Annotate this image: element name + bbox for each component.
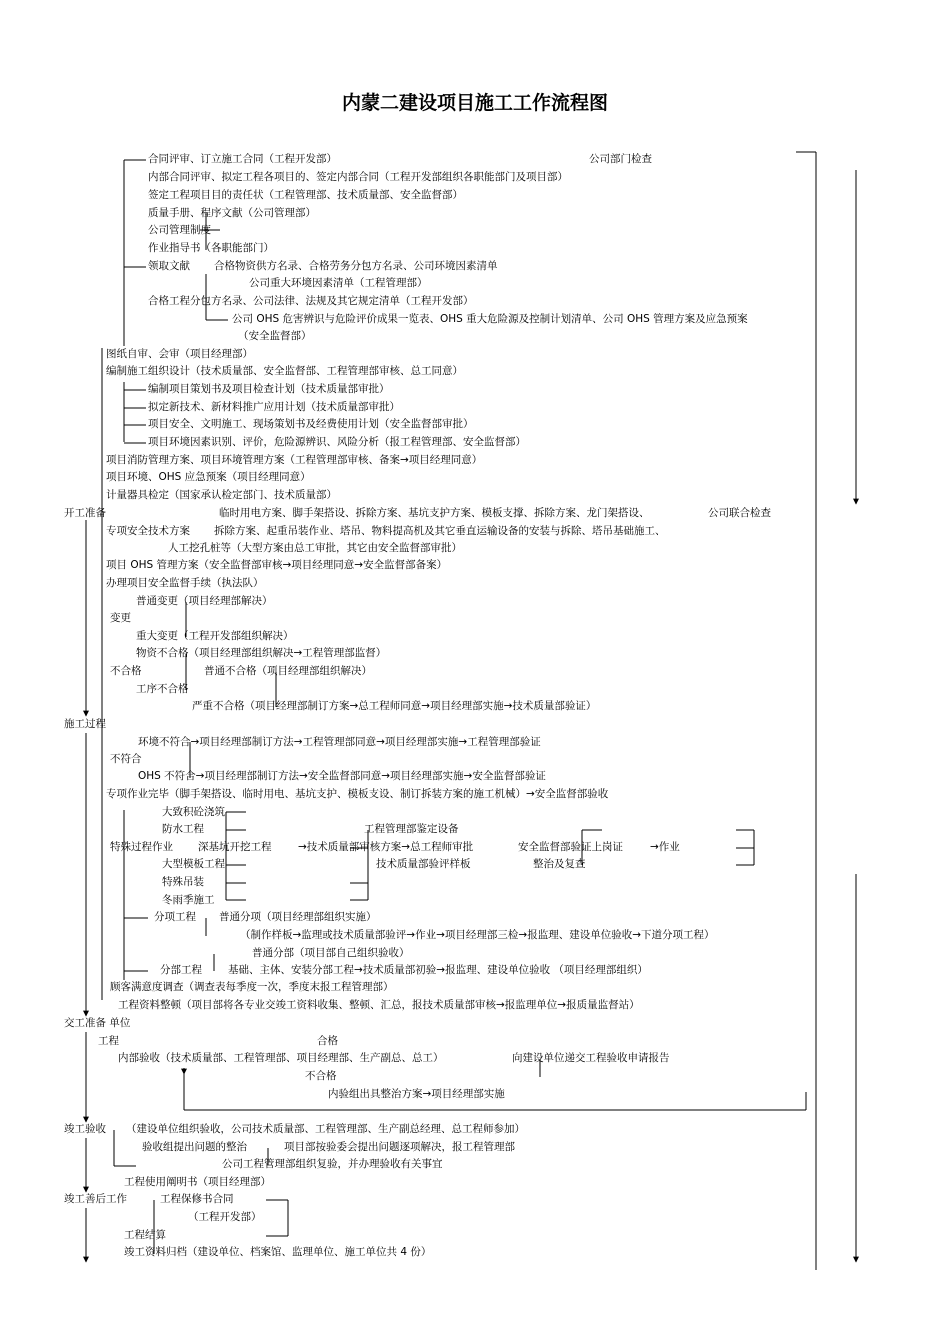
flow-step-text: 整治及复查: [533, 858, 586, 870]
flow-step-text: 公司工程管理部组织复验，并办理验收有关事宜: [222, 1158, 443, 1170]
flow-step-text: 工程管理部鉴定设备: [364, 823, 459, 835]
flow-step-text: 公司管理制度: [148, 224, 211, 236]
flow-step-text: （安全监督部）: [238, 330, 312, 342]
flow-step-text: 变更: [110, 612, 131, 624]
flow-step-text: 人工挖孔桩等（大型方案由总工审批，其它由安全监督部审批）: [168, 542, 462, 554]
flow-step-text: 项目部按验委会提出问题逐项解决，报工程管理部: [284, 1141, 515, 1153]
flow-step-text: 专项安全技术方案: [106, 525, 190, 537]
flow-step-text: 工程保修书合同: [160, 1193, 234, 1205]
flow-step-text: OHS 不符合→项目经理部制订方法→安全监督部同意→项目经理部实施→安全监督部验证: [138, 770, 546, 782]
flow-step-text: 冬雨季施工: [162, 894, 215, 906]
flow-step-text: 签定工程项目目的责任状（工程管理部、技术质量部、安全监督部）: [148, 189, 463, 201]
flow-step-text: 内部验收（技术质量部、工程管理部、项目经理部、生产副总、总工）: [118, 1052, 444, 1064]
flow-step-text: 公司 OHS 危害辨识与危险评价成果一览表、OHS 重大危险源及控制计划清单、公司 OHS 管理方案及应急预案: [232, 313, 748, 325]
flow-step-text: 工序不合格: [136, 683, 189, 695]
flow-step-text: 公司重大环境因素清单（工程管理部）: [249, 277, 428, 289]
flow-step-text: 合格: [317, 1035, 338, 1047]
flow-step-text: 顾客满意度调查（调查表每季度一次，季度末报工程管理部）: [110, 981, 394, 993]
flow-step-text: 重大变更（工程开发部组织解决）: [136, 630, 294, 642]
flow-step-text: 合格工程分包方名录、公司法律、法规及其它规定清单（工程开发部）: [148, 295, 474, 307]
flow-step-text: 严重不合格（项目经理部制订方案→总工程师同意→项目经理部实施→技术质量部验证）: [192, 700, 597, 712]
flow-step-text: 编制项目策划书及项目检查计划（技术质量部审批）: [148, 383, 390, 395]
flow-step-text: （工程开发部）: [188, 1211, 262, 1223]
flow-step-text: 项目环境、OHS 应急预案（项目经理同意）: [106, 471, 311, 483]
flow-step-text: 内部合同评审、拟定工程各项目的、签定内部合同（工程开发部组织各职能部门及项目部）: [148, 171, 568, 183]
flow-step-text: 项目消防管理方案、项目环境管理方案（工程管理部审核、备案→项目经理同意）: [106, 454, 483, 466]
flow-step-text: 领取文献: [148, 260, 190, 272]
flow-step-text: 竣工验收: [64, 1123, 106, 1135]
flow-step-text: 竣工资料归档（建设单位、档案馆、监理单位、施工单位共 4 份）: [124, 1246, 432, 1258]
flow-step-text: 图纸自审、会审（项目经理部）: [106, 348, 253, 360]
flow-step-text: 防水工程: [162, 823, 204, 835]
flow-step-text: 编制施工组织设计（技术质量部、安全监督部、工程管理部审核、总工同意）: [106, 365, 463, 377]
flow-step-text: 施工过程: [64, 718, 106, 730]
flow-step-text: 工程结算: [124, 1229, 166, 1241]
flow-step-text: 大型模板工程: [162, 858, 225, 870]
flow-step-text: 向建设单位递交工程验收申请报告: [512, 1052, 670, 1064]
flow-step-text: 质量手册、程序文献（公司管理部）: [148, 207, 316, 219]
flow-step-text: 不合格: [110, 665, 142, 677]
flow-step-text: 大致积砼浇筑: [162, 806, 225, 818]
flow-step-text: 工程资料整顿（项目部将各专业交竣工资料收集、整顿、汇总，报技术质量部审核→报监理单位→报质量监督站）: [118, 999, 640, 1011]
flow-step-text: 开工准备: [64, 507, 106, 519]
flow-step-text: 合同评审、订立施工合同（工程开发部）: [148, 153, 337, 165]
flow-step-text: 环境不符合→项目经理部制订方法→工程管理部同意→项目经理部实施→工程管理部验证: [138, 736, 541, 748]
flow-step-text: 公司联合检查: [708, 507, 771, 519]
flow-step-text: 内验组出具整治方案→项目经理部实施: [328, 1088, 505, 1100]
flow-step-text: 普通分部（项目部自己组织验收）: [252, 947, 410, 959]
flow-step-text: 项目环境因素识别、评价，危险源辨识、风险分析（报工程管理部、安全监督部）: [148, 436, 526, 448]
flow-step-text: 深基坑开挖工程: [198, 841, 272, 853]
flow-step-text: 工程: [98, 1035, 119, 1047]
flow-step-text: 不合格: [305, 1070, 337, 1082]
flow-step-text: （建设单位组织验收，公司技术质量部、工程管理部、生产副总经理、总工程师参加）: [126, 1123, 525, 1135]
flow-step-text: 拆除方案、起重吊装作业、塔吊、物料提高机及其它垂直运输设备的安装与拆除、塔吊基础施工、: [214, 525, 666, 537]
flow-step-text: 专项作业完毕（脚手架搭设、临时用电、基坑支护、模板支设、制订拆装方案的施工机械）→安全监督部验收: [106, 788, 609, 800]
flow-step-text: （制作样板→监理或技术质量部验评→作业→项目经理部三检→报监理、建设单位验收→下道分项工程）: [240, 929, 715, 941]
flow-step-text: 工程使用阐明书（项目经理部）: [124, 1176, 271, 1188]
flow-step-text: 分部工程: [160, 964, 202, 976]
flow-step-text: 普通变更（项目经理部解决）: [136, 595, 273, 607]
flow-step-text: 分项工程: [154, 911, 196, 923]
flow-step-text: 技术质量部验评样板: [376, 858, 471, 870]
flow-step-text: 拟定新技术、新材料推广应用计划（技术质量部审批）: [148, 401, 400, 413]
flow-step-text: 项目 OHS 管理方案（安全监督部审核→项目经理同意→安全监督部备案）: [106, 559, 448, 571]
flow-step-text: →技术质量部审核方案→总工程师审批: [298, 841, 474, 853]
flow-step-text: 临时用电方案、脚手架搭设、拆除方案、基坑支护方案、模板支撑、拆除方案、龙门架搭设、: [219, 507, 650, 519]
flow-step-text: 计量器具检定（国家承认检定部门、技术质量部）: [106, 489, 337, 501]
flow-step-text: 普通不合格（项目经理部组织解决）: [204, 665, 372, 677]
flow-step-text: 交工准备 单位: [64, 1017, 131, 1029]
flow-step-text: 物资不合格（项目经理部组织解决→工程管理部监督）: [136, 647, 387, 659]
flow-step-text: 公司部门检查: [589, 153, 652, 165]
page-title: 内蒙二建设项目施工工作流程图: [341, 92, 608, 114]
flow-step-text: 不符合: [110, 753, 142, 765]
flow-step-text: →作业: [650, 841, 680, 853]
flow-step-text: 合格物资供方名录、合格劳务分包方名录、公司环境因素清单: [214, 260, 498, 272]
flow-step-text: 验收组提出问题的整治: [142, 1141, 247, 1153]
flow-step-text: 特殊吊装: [162, 876, 204, 888]
flow-step-text: 普通分项（项目经理部组织实施）: [219, 911, 377, 923]
flow-step-text: 办理项目安全监督手续（执法队）: [106, 577, 264, 589]
flow-step-text: 项目安全、文明施工、现场策划书及经费使用计划（安全监督部审批）: [148, 418, 474, 430]
flow-step-text: 竣工善后工作: [64, 1193, 127, 1205]
flow-step-text: 特殊过程作业: [110, 841, 173, 853]
flow-step-text: 基础、主体、安装分部工程→技术质量部初验→报监理、建设单位验收 （项目经理部组织）: [228, 964, 648, 976]
flow-step-text: 作业指导书（各职能部门）: [148, 242, 274, 254]
flow-step-text: 安全监督部验证上岗证: [518, 841, 623, 853]
